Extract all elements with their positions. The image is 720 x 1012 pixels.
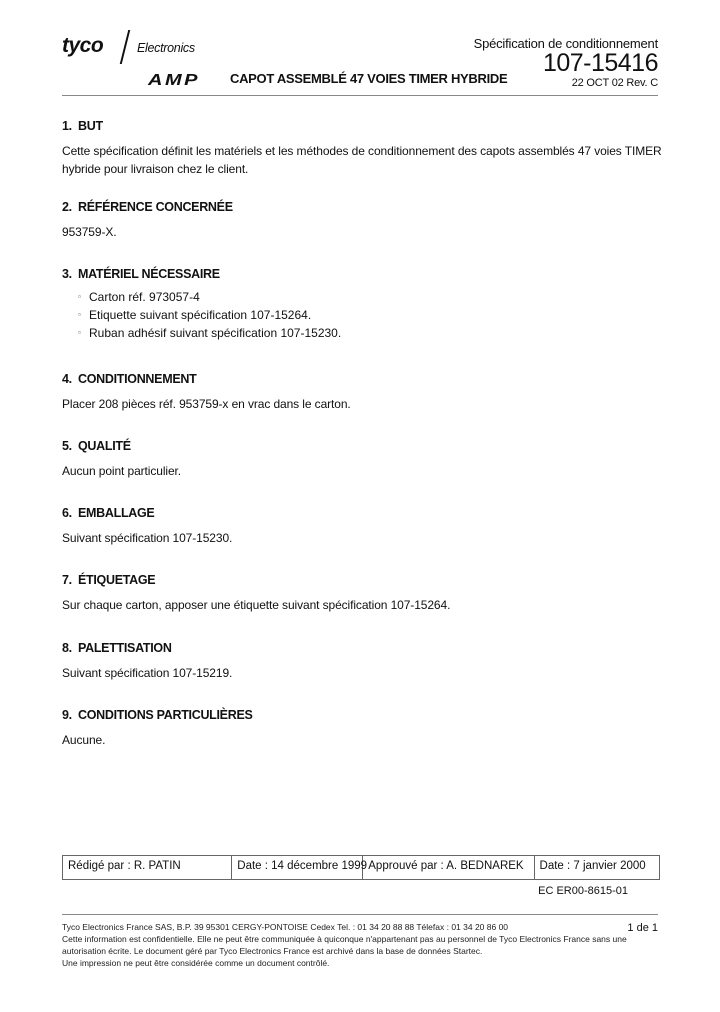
- section-title: QUALITÉ: [78, 439, 131, 453]
- section-heading: [62, 119, 662, 133]
- section-text: Aucun point particulier.: [62, 464, 182, 478]
- footer-line: autorisation écrite. Le document géré par Tyco Electronics France est archivé dans la base de données Startec.: [62, 946, 483, 956]
- section-reference: [62, 200, 662, 241]
- section-materiel: [62, 267, 662, 342]
- electronics-logo-text: Electronics: [137, 41, 195, 55]
- section-number: 8.: [62, 641, 72, 655]
- page-number: 1 de 1: [627, 922, 658, 934]
- spec-date-revision: 22 OCT 02 Rev. C: [571, 77, 658, 89]
- material-list: [62, 288, 662, 342]
- section-text: Cette spécification définit les matériels et les méthodes de conditionnement des capots assemblés 47 voies TIMER hybride pour livraison chez le client.: [62, 144, 662, 176]
- approved-date: Date : 7 janvier 2000: [539, 860, 646, 872]
- section-text: Suivant spécification 107-15230.: [62, 531, 233, 545]
- list-item: [78, 288, 662, 306]
- section-title: RÉFÉRENCE CONCERNÉE: [78, 200, 233, 214]
- section-but: [62, 119, 662, 178]
- section-number: 6.: [62, 506, 72, 520]
- section-title: ÉTIQUETAGE: [78, 573, 156, 587]
- document-title: CAPOT ASSEMBLÉ 47 VOIES TIMER HYBRIDE: [230, 71, 508, 86]
- section-heading: [62, 267, 662, 281]
- section-title: CONDITIONNEMENT: [78, 372, 197, 386]
- section-number: 5.: [62, 439, 72, 453]
- section-title: BUT: [78, 119, 103, 133]
- section-text: Sur chaque carton, apposer une étiquette suivant spécification 107-15264.: [62, 598, 451, 612]
- section-heading: [62, 506, 662, 520]
- section-palettisation: [62, 641, 662, 682]
- section-emballage: [62, 506, 662, 547]
- section-qualite: [62, 439, 662, 480]
- list-item: [78, 306, 662, 324]
- section-etiquetage: [62, 573, 662, 614]
- section-title: CONDITIONS PARTICULIÈRES: [78, 708, 253, 722]
- header-divider: [62, 95, 658, 96]
- section-heading: [62, 641, 662, 655]
- section-number: 1.: [62, 119, 72, 133]
- section-text: Aucune.: [62, 733, 106, 747]
- footer-divider: [62, 914, 658, 915]
- section-conditions: [62, 708, 662, 749]
- section-conditionnement: [62, 372, 662, 413]
- section-title: MATÉRIEL NÉCESSAIRE: [78, 267, 220, 281]
- section-heading: [62, 573, 662, 587]
- section-text: Placer 208 pièces réf. 953759-x en vrac dans le carton.: [62, 397, 351, 411]
- written-by: Rédigé par : R. PATIN: [63, 856, 232, 879]
- footer-line: Cette information est confidentielle. Elle ne peut être communiquée à quiconque n'appartenant pas au personnel de Tyco Electronics France sans une: [62, 934, 627, 944]
- bullet-icon: ▫: [78, 328, 81, 337]
- list-item-text: Carton réf. 973057-4: [89, 290, 200, 304]
- list-item: [78, 324, 662, 342]
- section-heading: [62, 708, 662, 722]
- list-item-text: Etiquette suivant spécification 107-15264.: [89, 308, 312, 322]
- footer-line: Tyco Electronics France SAS, B.P. 39 95301 CERGY-PONTOISE Cedex Tel. : 01 34 20 88 88 Télefax : 01 34 20 86 00: [62, 922, 509, 932]
- footer-line: Une impression ne peut être considérée comme un document contrôlé.: [62, 958, 330, 968]
- section-number: 4.: [62, 372, 72, 386]
- section-title: PALETTISATION: [78, 641, 172, 655]
- tyco-logo: tyco: [62, 34, 104, 57]
- logo-divider: [120, 30, 130, 64]
- list-item-text: Ruban adhésif suivant spécification 107-15230.: [89, 326, 342, 340]
- section-number: 3.: [62, 267, 72, 281]
- spec-number: 107-15416: [542, 49, 658, 77]
- section-heading: [62, 372, 662, 386]
- section-text: 953759-X.: [62, 225, 117, 239]
- footer-text: [62, 921, 627, 969]
- amp-logo: AMP: [148, 72, 200, 89]
- spec-type: Spécification de conditionnement: [473, 36, 658, 51]
- section-title: EMBALLAGE: [78, 506, 155, 520]
- section-number: 7.: [62, 573, 72, 587]
- ec-reference: EC ER00-8615-01: [538, 885, 628, 897]
- section-text: Suivant spécification 107-15219.: [62, 666, 233, 680]
- section-heading: [62, 439, 662, 453]
- approved-by: Approuvé par : A. BEDNAREK: [363, 856, 534, 879]
- bullet-icon: ▫: [78, 310, 81, 319]
- bullet-icon: ▫: [78, 292, 81, 301]
- signature-table: [62, 855, 660, 880]
- written-date: Date : 14 décembre 1999: [232, 856, 363, 879]
- section-number: 2.: [62, 200, 72, 214]
- section-heading: [62, 200, 662, 214]
- section-number: 9.: [62, 708, 72, 722]
